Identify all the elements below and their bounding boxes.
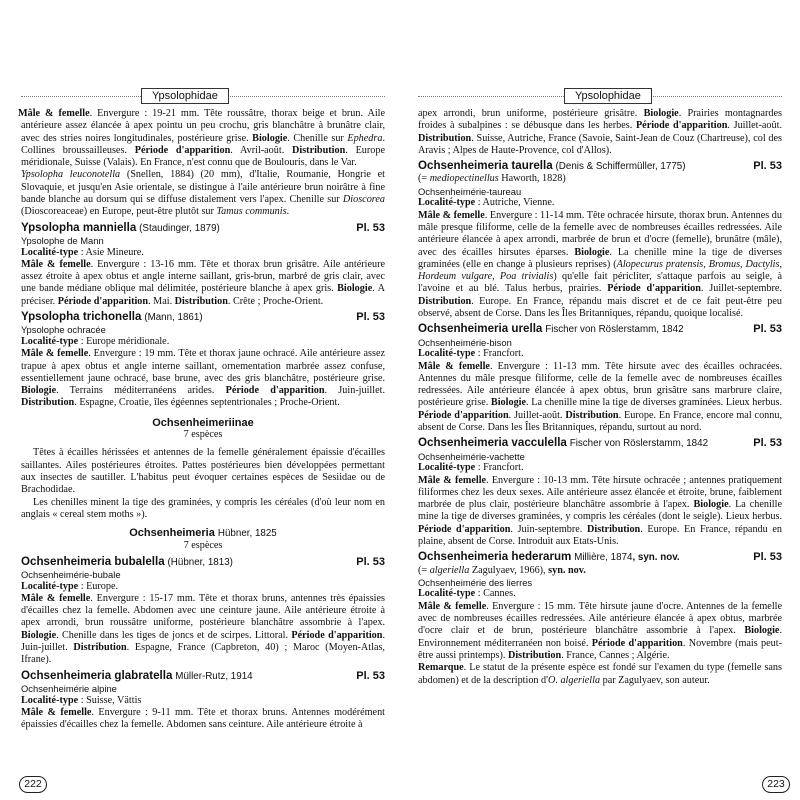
subfamily-paragraph-2: Les chenilles minent la tige des graminées, y compris les céréales (d'où leur nom en anglais « cereal stem moths »). [21, 496, 385, 520]
species-heading-bubalella [21, 556, 385, 569]
page-header [418, 88, 782, 104]
species-description: Mâle & femelle. Envergure : 11-13 mm. Tête hirsute avec des écailles ochracées. Antennes du mâle presque filiforme, celle de la femelle avec de nombreuses écailles redressées. Aile antérieure élancée à apex obtus, brun grisâtre sans marbrure claire, postérieure grise. Biologie. La chenille mine la tige de diverses graminées. Lieux herbus. Période d'apparition. Juillet-août. Distribution. Europe. En France, encore mal connu, absent de Corse. Dans les Îles Britanniques, répandu, surtout au nord. [418, 360, 783, 434]
page-number: 222 [19, 776, 47, 793]
page-header [21, 88, 385, 104]
species-name: Ochsenheimeria taurella [418, 159, 553, 173]
leuconotella-paragraph: Ypsolopha leuconotella (Snellen, 1884) (20 mm), d'Italie, Roumanie, Hongrie et Slovaquie, et jusqu'en Asie orientale, se distingue à l'aile antérieure brun noirâtre à fine bande blanche au dorsum qui se diffuse distalement vers l'apex. Chenille sur Dioscorea (Dioscoreaceae) en Europe, peut-être plutôt sur Tamus communis. [21, 169, 385, 218]
species-name: Ochsenheimeria urella [418, 322, 543, 336]
species-heading-vacculella [418, 437, 782, 450]
species-heading-glabratella [21, 670, 385, 683]
species-description: Mâle & femelle. Envergure : 9-11 mm. Tête et thorax bruns. Antennes modérément épaissies d'écailles chez la femelle. Abdomen sans ceinture. Aile antérieure étroite à [21, 706, 386, 731]
right-page-content [418, 108, 782, 687]
left-page [18, 88, 386, 790]
species-author: (Staudinger, 1879) [139, 222, 220, 234]
species-author: Millière, 1874 [574, 552, 633, 564]
common-name: Ochsenheimérie alpine [21, 682, 117, 694]
left-page-content [18, 108, 386, 731]
species-name: Ochsenheimeria glabratella [21, 668, 173, 682]
species-author: Fischer von Röslerstamm, 1842 [569, 438, 709, 450]
type-locality: Localité-type : Asie Mineure. [21, 246, 144, 258]
species-description: Mâle & femelle. Envergure : 15-17 mm. Tête et thorax bruns, antennes très épaissies d'écailles chez la femelle. Abdomen avec une ceinture jaune. Aile antérieure étroite à apex arrondi, brun roussâtre uniforme, postérieure blanchâtre assombrie à l'apex. Biologie. Chenille dans les tiges de joncs et de scirpes. Littoral. Période d'apparition. Juin-juillet. Distribution. Espagne, France (Capbreton, 40) ; Maroc (Moyen-Atlas, Ifrane). [21, 592, 386, 666]
syn-nov-tag: , syn. nov. [632, 552, 680, 564]
subfamily-count: 7 espèces [183, 429, 223, 441]
species-author: Müller-Rutz, 1914 [175, 670, 253, 682]
continuation-paragraph: Mâle & femelle. Envergure : 19-21 mm. Tête roussâtre, thorax beige et brun. Aile antérieure assez élancée à apex pointu un peu crochu, gris blanchâtre à brunâtre clair, avec des stries noires longitudinales, postérieure grise. Biologie. Chenille sur Ephedra. Collines broussailleuses. Période d'apparition. Avril-août. Distribution. Europe méridionale, Suisse (Valais). En France, n'est connu que de Boulouris, dans le Var. [18, 108, 385, 169]
common-name: Ochsenheimérie des lierres [418, 576, 533, 588]
species-heading-hederarum [418, 551, 782, 564]
species-description: Mâle & femelle. Envergure : 15 mm. Tête hirsute jaune d'ocre. Antennes de la femelle avec de nombreuses écailles redressées. Aile antérieure élancée à apex obtus, marbrée d'ocre clair et de brun, postérieure blanchâtre assombrie à l'apex. Biologie. Environnement méditerranéen non boisé. Période d'apparition. Novembre (mais peut-être aussi printemps). Distribution. France, Cannes ; Algérie. [418, 600, 782, 661]
genus-heading: Ochsenheimeria Hübner, 1825 [129, 527, 277, 540]
species-heading-manniella [21, 222, 385, 235]
species-author: (Denis & Schiffermüller, 1775) [555, 161, 686, 173]
type-locality: Localité-type : Europe méridionale. [21, 335, 170, 347]
common-name: Ochsenheimérie-bubale [21, 568, 121, 580]
species-description: Mâle & femelle. Envergure : 13-16 mm. Tête et thorax brun grisâtre. Aile antérieure assez étroite à apex obtus et angle interne saillant, gris-brun, marbré de gris clair, avec une bande médiane oblique mal délimitée, postérieure blanche à apex gris. Biologie. A préciser. Période d'apparition. Mai. Distribution. Crête ; Proche-Orient. [21, 258, 385, 307]
type-locality: Localité-type : Francfort. [418, 462, 524, 474]
species-name: Ochsenheimeria hederarum [418, 550, 572, 564]
species-heading-taurella [418, 160, 782, 173]
common-name: Ochsenheimérie-taureau [418, 185, 522, 197]
family-header-label: Ypsolophidae [141, 88, 229, 104]
synonym-line: (= mediopectinellus Haworth, 1828) [418, 173, 566, 185]
plate-ref: Pl. 53 [753, 437, 782, 450]
plate-ref: Pl. 53 [753, 551, 782, 564]
plate-ref: Pl. 53 [356, 221, 385, 234]
page-number: 223 [762, 776, 790, 793]
species-author: (Mann, 1861) [144, 312, 203, 324]
continuation-paragraph: apex arrondi, brun uniforme, postérieure grisâtre. Biologie. Prairies montagnardes froides à subalpines : se débusque dans les herbes. Période d'apparition. Juillet-août. Distribution. Suisse, Autriche, France (Savoie, Saint-Jean de Couz (Chartreuse), col des Aravis ; Alpes de Haute-Provence, col d'Allos). [418, 108, 782, 156]
species-description: Mâle & femelle. Envergure : 19 mm. Tête et thorax jaune ochracé. Aile antérieure assez trapue à apex obtus et angle interne saillant, ornementation marbrée assez confuse, essentiellement jaune ochracé, base brune, avec des gris blanchâtre, postérieure grise. Biologie. Terrains méditerranéens arides. Période d'apparition. Juin-juillet. Distribution. Espagne, Croatie, îles égéennes septentrionales ; Proche-Orient. [21, 348, 385, 409]
species-name: Ochsenheimeria vacculella [418, 436, 567, 450]
plate-ref: Pl. 53 [356, 311, 385, 324]
common-name: Ochsenheimérie-vachette [418, 450, 525, 462]
plate-ref: Pl. 53 [356, 669, 385, 682]
remark-paragraph: Remarque. Le statut de la présente espèce est fondé sur l'examen du type (femelle sans abdomen) et de la description d'O. algeriella par Zagulyaev, son auteur. [418, 662, 782, 686]
type-locality: Localité-type : Europe. [21, 580, 119, 592]
genus-count: 7 espèces [183, 540, 223, 552]
species-author: (Hübner, 1813) [167, 556, 233, 568]
common-name: Ochsenheimérie-bison [418, 336, 512, 348]
species-name: Ypsolopha trichonella [21, 310, 142, 324]
family-header-label: Ypsolophidae [564, 88, 652, 104]
type-locality: Localité-type : Francfort. [418, 348, 524, 360]
type-locality: Localité-type : Autriche, Vienne. [418, 197, 555, 209]
species-name: Ochsenheimeria bubalella [21, 554, 165, 568]
plate-ref: Pl. 53 [753, 160, 782, 173]
right-page [418, 88, 785, 790]
species-name: Ypsolopha manniella [21, 220, 137, 234]
species-description: Mâle & femelle. Envergure : 11-14 mm. Tête ochracée hirsute, thorax brun. Antennes du mâle presque filiforme, celle de la femelle avec de nombreuses écailles redressées. Aile antérieure élancée à apex arrondi, marbrée de brun et d'ocre (femelle), brunâtre (mâle), avec des écailles hirsutes éparses. Biologie. La chenille mine la tige de diverses graminées (elle en change à plusieurs reprises) (Alopecurus pratensis, Bromus, Dactylis, Hordeum vulgare, Poa trivialis) qu'elle fait péricliter, s'attaque parfois au seigle, à l'avoine et au blé. Talus herbus, prairies. Période d'apparition. Juillet-septembre. Distribution. Europe. En France, répandu mais discret et de ce fait peut-être peu observé, absent de Corse. Dans les Îles Britanniques, répandu, quoique localisé. [418, 209, 782, 320]
species-author: Fischer von Röslerstamm, 1842 [545, 324, 684, 336]
species-heading-trichonella [21, 311, 385, 324]
type-locality: Localité-type : Suisse, Vättis [21, 694, 142, 706]
plate-ref: Pl. 53 [356, 555, 385, 568]
common-name: Ypsolophe de Mann [21, 234, 104, 246]
subfamily-paragraph-1: Têtes à écailles hérissées et antennes de la femelle généralement épaissie d'écailles saillantes. Ailes postérieures étroites. Pattes postérieures bien développées permettant aux insectes de sautiller. L'habitus peut évoquer certaines espèces de Sesiidae ou de Brachodidae. [21, 447, 385, 496]
synonym-line: (= algeriella Zagulyaev, 1966), syn. nov. [418, 564, 586, 576]
type-locality: Localité-type : Cannes. [418, 588, 516, 600]
species-heading-urella [418, 323, 782, 336]
plate-ref: Pl. 53 [753, 323, 782, 336]
subfamily-title: Ochsenheimeriinae [152, 416, 254, 429]
common-name: Ypsolophe ochracée [21, 324, 106, 336]
species-description: Mâle & femelle. Envergure : 10-13 mm. Tête hirsute ochracée ; antennes pratiquement filiformes chez les deux sexes. Aile antérieure assez élancée et étroite, brune, faiblement marbrée de plus clair, postérieure blanchâtre assombrie à l'apex. Biologie. La chenille mine la tige de diverses graminées, y compris les céréales (dont le seigle). Lieux herbus. Période d'apparition. Juin-septembre. Distribution. Europe. En France, répandu en plaine, absent de Corse. Introduit aux Etats-Unis. [418, 474, 782, 547]
